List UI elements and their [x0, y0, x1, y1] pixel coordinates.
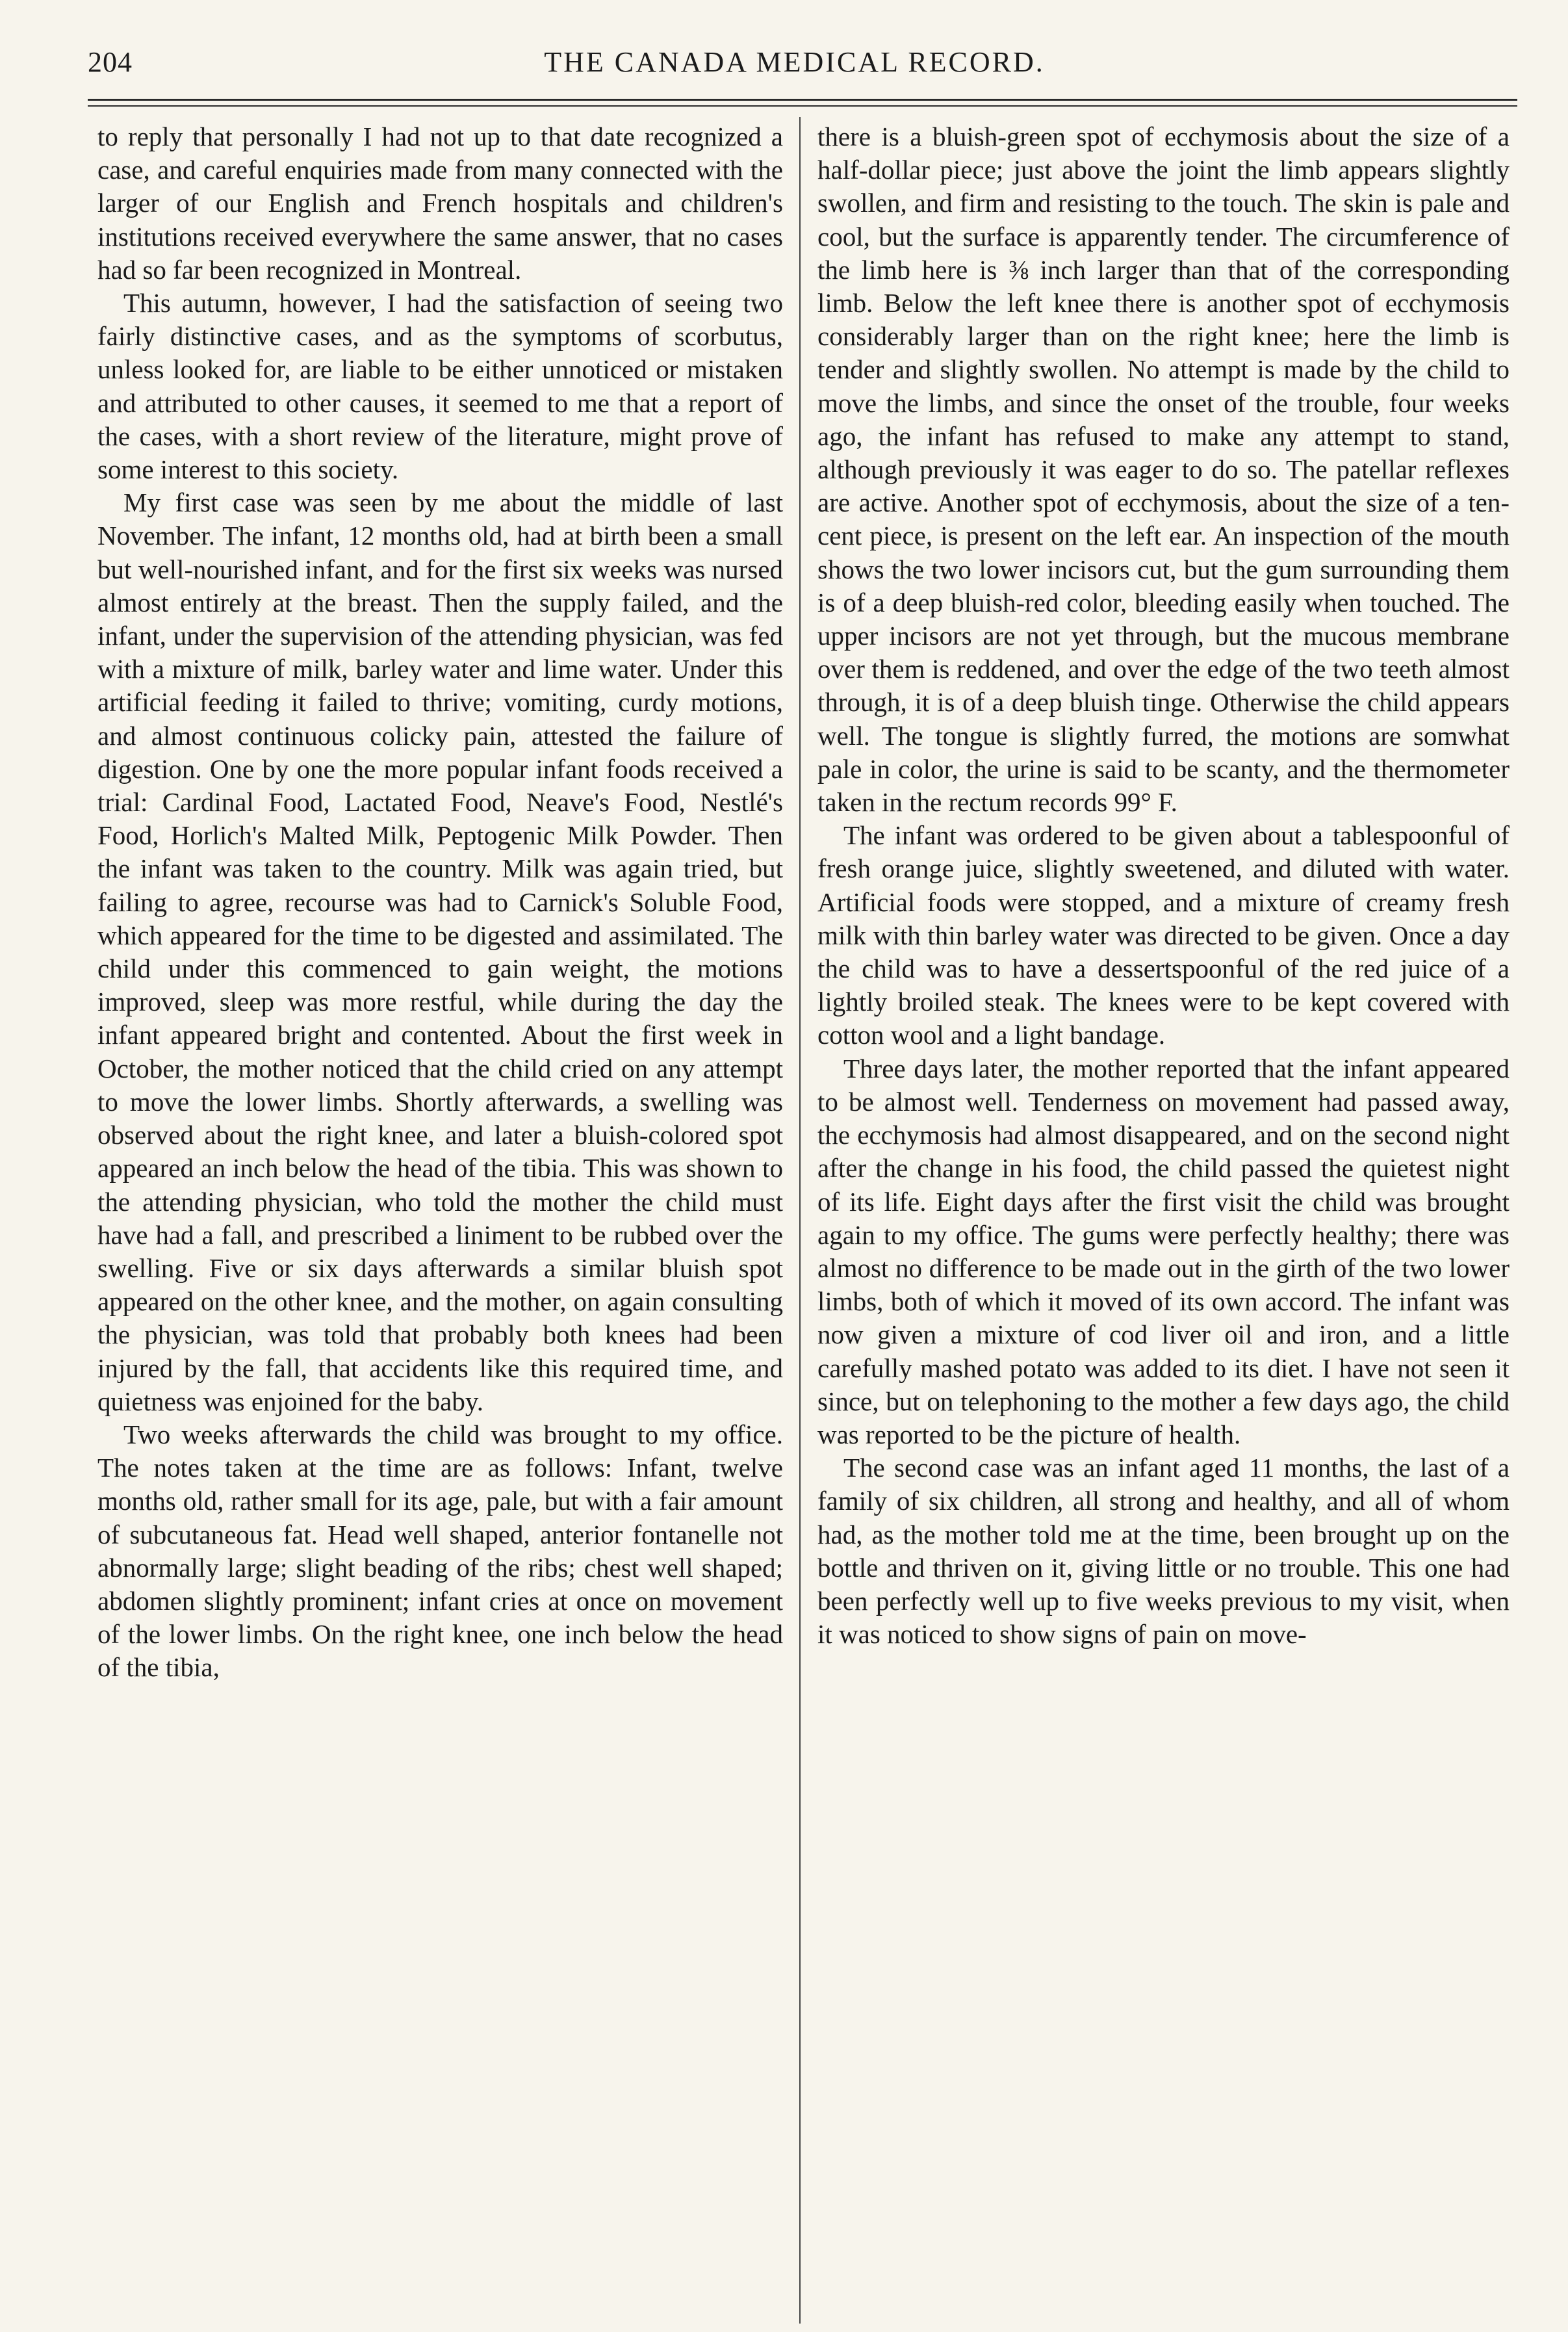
right-paragraph-2: The infant was ordered to be given about a tablespoonful of fresh orange juice, slightly sweetened, and diluted with water. Artificial foods were stopped, and a mixture of creamy fresh milk with thin barley water was directed to be given. Once a day the child was to have a dessertspoonful of the red juice of a lightly broiled steak. The knees were to be kept covered with cotton wool and a light bandage.	[817, 820, 1510, 1050]
right-paragraph-1: there is a bluish-green spot of ecchymosis about the size of a half-dollar piece; just above the joint the limb appears slightly swollen, and firm and resisting to the touch. The skin is pale and cool, but the surface is apparently tender. The circumference of the limb here is ⅜ inch larger than that of the corresponding limb. Below the left knee there is another spot of ecchymosis considerably larger than on the right knee; here the limb is tender and slightly swollen. No attempt is made by the child to move the limbs, and since the onset of the trouble, four weeks ago, the infant has refused to make any attempt to stand, although previously it was eager to do so. The patellar reflexes are active. Another spot of ecchymosis, about the size of a ten-cent piece, is present on the left ear. An inspection of the mouth shows the two lower incisors cut, but the gum surrounding them is of a deep bluish-red color, bleeding easily when touched. The upper incisors are not yet through, but the mucous membrane over them is reddened, and over the edge of the two teeth almost through, it is of a deep bluish tinge. Otherwise the child appears well. The tongue is slightly furred, the motions are somwhat pale in color, the urine is said to be scanty, and the thermometer taken in the rectum records 99° F.	[817, 122, 1510, 818]
left-paragraph-3: My first case was seen by me about the middle of last November. The infant, 12 months old, had at birth been a small but well-nourished infant, and for the first six weeks was nursed almost entirely at the breast. Then the supply failed, and the infant, under the supervision of the attending physician, was fed with a mixture of milk, barley water and lime water. Under this artificial feeding it failed to thrive; vomiting, curdy motions, and almost continuous colicky pain, attested the failure of digestion. One by one the more popular infant foods received a trial: Cardinal Food, Lactated Food, Neave's Food, Nestlé's Food, Horlich's Malted Milk, Peptogenic Milk Powder. Then the infant was taken to the country. Milk was again tried, but failing to agree, recourse was had to Carnick's Soluble Food, which appeared for the time to be digested and assimilated. The child under this commenced to gain weight, the motions improved, sleep was more restful, while during the day the infant appeared bright and contented. About the first week in October, the mother noticed that the child cried on any attempt to move the lower limbs. Shortly afterwards, a swelling was observed about the right knee, and later a bluish-colored spot appeared an inch below the head of the tibia. This was shown to the attending physician, who told the mother the child must have had a fall, and prescribed a liniment to be rubbed over the swelling. Five or six days afterwards a similar bluish spot appeared on the other knee, and the mother, on again consulting the physician, was told that probably both knees had been injured by the fall, that accidents like this required time, and quietness was enjoined for the baby.	[97, 487, 783, 1416]
page-number: 204	[88, 46, 133, 78]
left-paragraph-1: to reply that personally I had not up to that date recognized a case, and careful enquiries made from many connected with the larger of our English and French hospitals and children's institutions received everywhere the same answer, that no cases had so far been recognized in Montreal.	[97, 122, 783, 285]
left-paragraph-4: Two weeks afterwards the child was brought to my office. The notes taken at the time are as follows: Infant, twelve months old, rather small for its age, pale, but with a fair amount of subcutaneous fat. Head well shaped, anterior fontanelle not abnormally large; slight beading of the ribs; chest well shaped; abdomen slightly prominent; infant cries at once on movement of the lower limbs. On the right knee, one inch below the head of the tibia,	[97, 1419, 783, 1683]
left-column	[97, 120, 783, 2317]
header-rule-bottom	[88, 105, 1517, 107]
right-column	[817, 120, 1510, 2317]
column-divider	[799, 117, 801, 2324]
right-paragraph-4: The second case was an infant aged 11 months, the last of a family of six children, all strong and healthy, and all of whom had, as the mother told me at the time, been brought up on the bottle and thriven on it, giving little or no trouble. This one had been perfectly well up to five weeks previous to my visit, when it was noticed to show signs of pain on move-	[817, 1453, 1510, 1650]
right-paragraph-3: Three days later, the mother reported that the infant appeared to be almost well. Tenderness on movement had passed away, the ecchymosis had almost disappeared, and on the second night after the change in his food, the child passed the quietest night of its life. Eight days after the first visit the child was brought again to my office. The gums were perfectly healthy; there was almost no difference to be made out in the girth of the two lower limbs, both of which it moved of its own accord. The infant was now given a mixture of cod liver oil and iron, and a little carefully mashed potato was added to its diet. I have not seen it since, but on telephoning to the mother a few days ago, the child was reported to be the picture of health.	[817, 1053, 1510, 1449]
running-title: THE CANADA MEDICAL RECORD.	[544, 46, 1045, 78]
left-paragraph-2: This autumn, however, I had the satisfaction of seeing two fairly distinctive cases, and as the symptoms of scorbutus, unless looked for, are liable to be either unnoticed or mistaken and attributed to other causes, it seemed to me that a report of the cases, with a short review of the literature, might prove of some interest to this society.	[97, 288, 783, 485]
header-rule-top	[88, 99, 1517, 101]
running-header	[88, 45, 1501, 91]
